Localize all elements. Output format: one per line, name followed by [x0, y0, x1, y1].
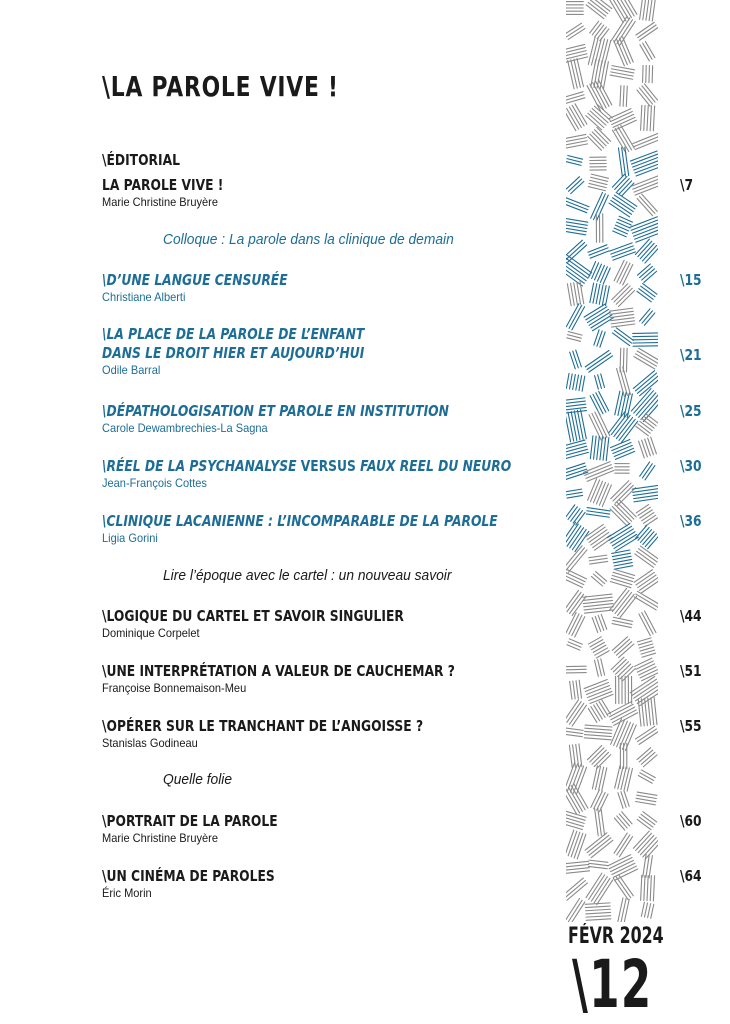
- entry-title: \LOGIQUE DU CARTEL ET SAVOIR SINGULIER: [102, 607, 404, 625]
- section-heading-colloque: Colloque : La parole dans la clinique de demain: [163, 231, 454, 248]
- entry-page: \51: [680, 662, 702, 680]
- entry-title: \DÉPATHOLOGISATION ET PAROLE EN INSTITUTION: [102, 402, 449, 420]
- entry-page: \21: [680, 346, 702, 364]
- entry-title: \UN CINÉMA DE PAROLES: [102, 867, 275, 885]
- magazine-title: \LA PAROLE VIVE !: [102, 70, 339, 103]
- entry-author: Stanislas Godineau: [102, 736, 198, 750]
- entry-author: Jean-François Cottes: [102, 476, 207, 490]
- entry-page: \30: [680, 457, 702, 475]
- entry-title: \OPÉRER SUR LE TRANCHANT DE L’ANGOISSE ?: [102, 717, 424, 735]
- entry-author: Christiane Alberti: [102, 290, 186, 304]
- entry-page: \64: [680, 867, 702, 885]
- issue-number: \12: [572, 946, 653, 1023]
- entry-author: Marie Christine Bruyère: [102, 195, 218, 209]
- entry-title-part: FAUX REEL DU NEURO: [360, 457, 512, 475]
- editorial-label: \ÉDITORIAL: [102, 151, 180, 169]
- entry-author: Ligia Gorini: [102, 531, 158, 545]
- entry-page: \60: [680, 812, 702, 830]
- entry-author: Éric Morin: [102, 886, 152, 900]
- entry-author: Marie Christine Bruyère: [102, 831, 218, 845]
- decorative-hatch-pattern: [566, 0, 658, 922]
- entry-author: Carole Dewambrechies-La Sagna: [102, 421, 268, 435]
- entry-title: \CLINIQUE LACANIENNE : L’INCOMPARABLE DE LA PAROLE: [102, 512, 498, 530]
- entry-title: \PORTRAIT DE LA PAROLE: [102, 812, 278, 830]
- entry-title-mixed: [102, 457, 578, 476]
- entry-page: \36: [680, 512, 702, 530]
- entry-title-part: \RÉEL DE LA PSYCHANALYSE: [102, 457, 297, 475]
- entry-title: LA PAROLE VIVE !: [102, 176, 224, 194]
- section-heading-folie: Quelle folie: [163, 771, 233, 788]
- entry-author: Françoise Bonnemaison-Meu: [102, 681, 247, 695]
- entry-title-line2: DANS LE DROIT HIER ET AUJOURD’HUI: [102, 344, 365, 362]
- section-heading-cartel: Lire l’époque avec le cartel : un nouveau savoir: [163, 567, 452, 584]
- entry-title: \D’UNE LANGUE CENSURÉE: [102, 271, 288, 289]
- entry-page: \7: [680, 176, 694, 194]
- entry-title: \LA PLACE DE LA PAROLE DE L’ENFANT: [102, 325, 365, 343]
- entry-title-versus: VERSUS: [296, 457, 361, 475]
- entry-author: Odile Barral: [102, 363, 161, 377]
- entry-page: \15: [680, 271, 702, 289]
- entry-page: \44: [680, 607, 702, 625]
- entry-title: \UNE INTERPRÉTATION A VALEUR DE CAUCHEMAR ?: [102, 662, 455, 680]
- entry-page: \25: [680, 402, 702, 420]
- entry-page: \55: [680, 717, 702, 735]
- issue-date: FÉVR 2024: [568, 924, 664, 949]
- entry-author: Dominique Corpelet: [102, 626, 200, 640]
